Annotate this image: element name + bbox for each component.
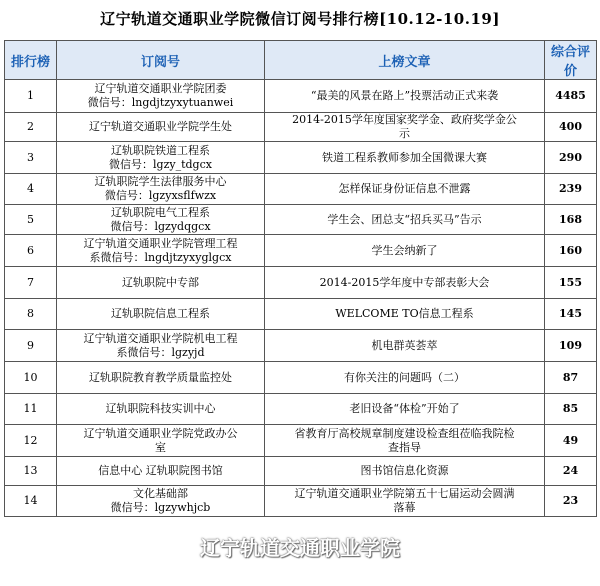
- rank-cell: 1: [5, 80, 57, 113]
- account-cell: [57, 330, 265, 362]
- article-cell: [265, 80, 545, 113]
- account-cell: [57, 113, 265, 142]
- account-line: 辽轨职院科技实训中心: [105, 402, 216, 415]
- table-header-row: [5, 41, 597, 80]
- account-cell: [57, 235, 265, 267]
- rank-cell: 5: [5, 205, 57, 235]
- table-row: [5, 425, 597, 457]
- rank-cell: 11: [5, 394, 57, 425]
- score-cell: 168: [545, 205, 597, 235]
- ranking-table: [4, 40, 597, 517]
- account-line: 辽轨职院铁道工程系: [111, 143, 210, 157]
- account-line: 辽轨职院学生法律服务中心: [94, 175, 227, 188]
- rank-cell: 4: [5, 174, 57, 205]
- score-cell: 145: [545, 299, 597, 330]
- table-row: [5, 142, 597, 174]
- account-cell: [57, 299, 265, 330]
- account-cell: [57, 425, 265, 457]
- watermark: 辽宁轨道交通职业学院: [200, 536, 400, 560]
- article-line: 怎样保证身份证信息不泄露: [338, 182, 471, 195]
- page-title: 辽宁轨道交通职业学院微信订阅号排行榜[10.12-10.19]: [100, 10, 500, 28]
- article-line: 老旧设备“体检”开始了: [349, 402, 460, 415]
- article-line: “最美的风景在路上”投票活动正式来袭: [310, 89, 499, 102]
- rank-cell: 2: [5, 113, 57, 142]
- rank-cell: 14: [5, 486, 57, 517]
- article-cell: [265, 457, 545, 486]
- account-line: 辽轨职院教育教学质量监控处: [89, 370, 232, 384]
- score-cell: 4485: [545, 80, 597, 113]
- article-cell: [265, 362, 545, 394]
- account-cell: [57, 174, 265, 205]
- score-cell: 155: [545, 267, 597, 299]
- rank-cell: 8: [5, 299, 57, 330]
- article-cell: [265, 299, 545, 330]
- table-row: [5, 299, 597, 330]
- header-account: 订阅号: [57, 41, 265, 80]
- article-line: 落幕: [393, 501, 416, 514]
- score-cell: 23: [545, 486, 597, 517]
- account-cell: [57, 267, 265, 299]
- article-line: 省教育厅高校规章制度建设检查组莅临我院检: [294, 426, 515, 440]
- article-cell: [265, 425, 545, 457]
- score-cell: 87: [545, 362, 597, 394]
- table-row: [5, 174, 597, 205]
- account-line: 微信号：lgzywhjcb: [110, 501, 211, 514]
- article-line: WELCOME TO信息工程系: [335, 307, 474, 320]
- rank-cell: 3: [5, 142, 57, 174]
- table-row: [5, 113, 597, 142]
- account-line: 文化基础部: [133, 487, 188, 500]
- account-line: 微信号：lngdjtzyxytuanwei: [87, 96, 234, 109]
- table-row: [5, 486, 597, 517]
- table-row: [5, 362, 597, 394]
- article-cell: [265, 486, 545, 517]
- header-rank: 排行榜: [5, 41, 57, 80]
- article-line: 图书馆信息化资源: [360, 464, 449, 477]
- account-line: 辽宁轨道交通职业学院学生处: [89, 120, 232, 133]
- score-cell: 400: [545, 113, 597, 142]
- account-cell: [57, 205, 265, 235]
- account-line: 辽轨职院信息工程系: [111, 307, 210, 320]
- account-cell: [57, 362, 265, 394]
- table-body: [5, 80, 597, 517]
- article-cell: [265, 235, 545, 267]
- article-line: 学生会、团总支“招兵买马”告示: [327, 212, 482, 226]
- header-score: 综合评价: [545, 41, 597, 80]
- score-cell: 160: [545, 235, 597, 267]
- score-cell: 290: [545, 142, 597, 174]
- score-cell: 49: [545, 425, 597, 457]
- rank-cell: 6: [5, 235, 57, 267]
- account-cell: [57, 80, 265, 113]
- account-line: 室: [155, 440, 166, 454]
- article-line: 辽宁轨道交通职业学院第五十七届运动会圆满: [294, 487, 515, 500]
- article-cell: [265, 205, 545, 235]
- account-line: 辽轨职院电气工程系: [111, 205, 210, 219]
- article-cell: [265, 267, 545, 299]
- article-cell: [265, 394, 545, 425]
- score-cell: 24: [545, 457, 597, 486]
- article-line: 2014-2015学年度国家奖学金、政府奖学金公: [292, 113, 517, 126]
- score-cell: 109: [545, 330, 597, 362]
- rank-cell: 10: [5, 362, 57, 394]
- account-cell: [57, 142, 265, 174]
- rank-cell: 9: [5, 330, 57, 362]
- account-line: 系微信号：lgzyjd: [116, 345, 205, 359]
- rank-cell: 13: [5, 457, 57, 486]
- table-row: [5, 394, 597, 425]
- article-line: 2014-2015学年度中专部表彰大会: [319, 275, 490, 289]
- article-cell: [265, 142, 545, 174]
- table-row: [5, 330, 597, 362]
- table-row: [5, 457, 597, 486]
- account-cell: [57, 486, 265, 517]
- table-row: [5, 267, 597, 299]
- account-cell: [57, 394, 265, 425]
- account-line: 辽宁轨道交通职业学院团委: [94, 82, 227, 95]
- account-line: 辽宁轨道交通职业学院党政办公: [83, 426, 238, 440]
- account-line: 微信号：lgzydqgcx: [110, 219, 211, 233]
- article-line: 有你关注的问题吗（二）: [344, 370, 465, 384]
- article-line: 学生会纳新了: [371, 243, 438, 257]
- table-row: [5, 235, 597, 267]
- score-cell: 85: [545, 394, 597, 425]
- account-line: 辽轨职院中专部: [122, 275, 199, 289]
- account-line: 辽宁轨道交通职业学院管理工程: [83, 236, 238, 250]
- account-cell: [57, 457, 265, 486]
- article-cell: [265, 113, 545, 142]
- article-cell: [265, 174, 545, 205]
- article-line: 查指导: [388, 440, 421, 454]
- account-line: 微信号：lgzy_tdgcx: [109, 157, 212, 171]
- rank-cell: 12: [5, 425, 57, 457]
- article-cell: [265, 330, 545, 362]
- account-line: 微信号：lgzyxsflfwzx: [104, 189, 217, 202]
- rank-cell: 7: [5, 267, 57, 299]
- article-line: 铁道工程系教师参加全国微课大赛: [322, 150, 487, 164]
- article-line: 机电群英荟萃: [371, 338, 438, 352]
- account-line: 辽宁轨道交通职业学院机电工程: [83, 331, 238, 345]
- article-line: 示: [399, 127, 410, 140]
- table-row: [5, 205, 597, 235]
- table-row: [5, 80, 597, 113]
- account-line: 信息中心 辽轨职院图书馆: [98, 464, 223, 477]
- score-cell: 239: [545, 174, 597, 205]
- account-line: 系微信号：lngdjtzyxyglgcx: [89, 250, 232, 264]
- header-article: 上榜文章: [265, 41, 545, 80]
